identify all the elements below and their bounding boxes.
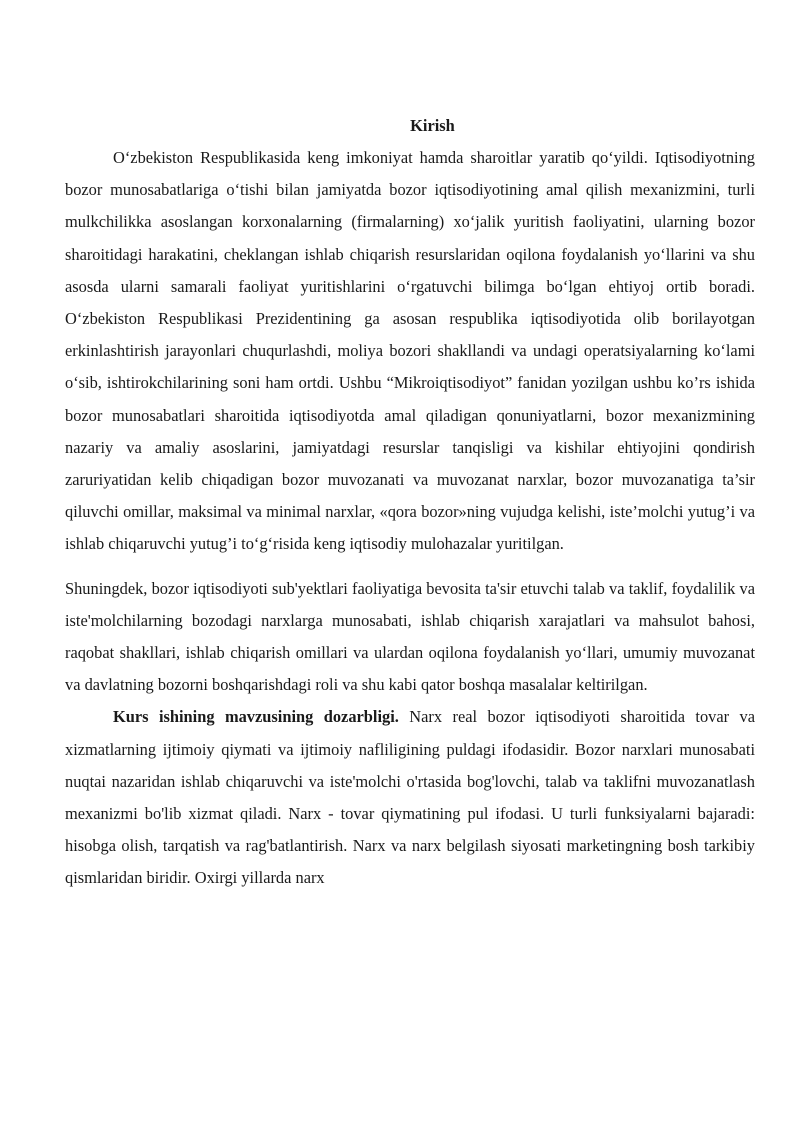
document-title: Kirish [410,116,455,135]
relevance-heading: Kurs ishining mavzusining dozarbligi. [113,707,399,727]
second-paragraph: Shuningdek, bozor iqtisodiyoti sub'yektlari faoliyatiga bevosita ta'sir etuvchi talab va taklif, foydalilik va iste'molchilarning bozodagi narxlarga munosabati, ishlab chiqarish xarajatlari va mahsulot bahosi, raqobat shakllari, ishlab chiqarish omillari va ulardan oqilona foydalanish yo‘llari, umumiy muvozanat va davlatning bozorni boshqarishdagi roli va shu kabi qator boshqa masalalar keltirilgan. [65,578,755,695]
intro-paragraph: O‘zbekiston Respublikasida keng imkoniyat hamda sharoitlar yaratib qo‘yildi. Iqtisodiyotning bozor munosabatlariga o‘tishi bilan jamiyatda bozor iqtisodiyotining amal qilish mexanizmini, turli mulkchilikka asoslangan korxonalarning (firmalarning) xo‘jalik yuritish faoliyatini, ularning bozor sharoitidagi harakatini, cheklangan ishlab chiqarish resurslaridan oqilona foydalanish yo‘llarini va shu asosda ularni samarali faoliyat yuritishlarini o‘rgatuvchi bilimga bo‘lgan ehtiyoj ortib boradi. O‘zbekiston Respublikasi Prezidentining ga asosan respublika iqtisodiyotida olib borilayotgan erkinlashtirish jarayonlari chuqurlashdi, moliya bozori shakllandi va undagi operatsiyalarning ko‘lami o‘sib, ishtirokchilarining soni ham ortdi. Ushbu “Mikroiqtisodiyot” fanidan yozilgan ushbu ko’rs ishida bozor munosabatlari sharoitida iqtisodiyotda amal qiladigan qonuniyatlarni, bozor mexanizmining nazariy va amaliy asoslarini, jamiyatdagi resurslar tanqisligi va kishilar ehtiyojini qondirish zaruriyatidan kelib chiqadigan bozor muvozanati va muvozanat narxlar, bozor muvozanatiga ta’sir qiluvchi omillar, maksimal va minimal narxlar, «qora bozor»ning vujudga kelishi, iste’molchi yutug’i va ishlab chiqaruvchi yutug’i to‘g‘risida keng iqtisodiy mulohazalar yuritilgan. [65,148,755,554]
relevance-text: Narx real bozor iqtisodiyoti sharoitida tovar va xizmatlarning ijtimoiy qiymati va ijtimoiy nafliligining puldagi ifodasidir. Bozor narxlari munosabati nuqtai nazaridan ishlab chiqaruvchi va iste'molchi o'rtasida bog'lovchi, talab va taklifni muvozanatlash mexanizmi bo'lib xizmat qiladi. Narx - tovar qiymatining pul ifodasi. U turli funksiyalarni bajaradi: hisobga olish, tarqatish va rag'batlantirish. Narx va narx belgilash siyosati marketingning bosh tarkibiy qismlaridan biridir. Oxirgi yillarda narx [65,707,755,888]
relevance-paragraph [65,701,755,894]
document-page [65,110,755,895]
